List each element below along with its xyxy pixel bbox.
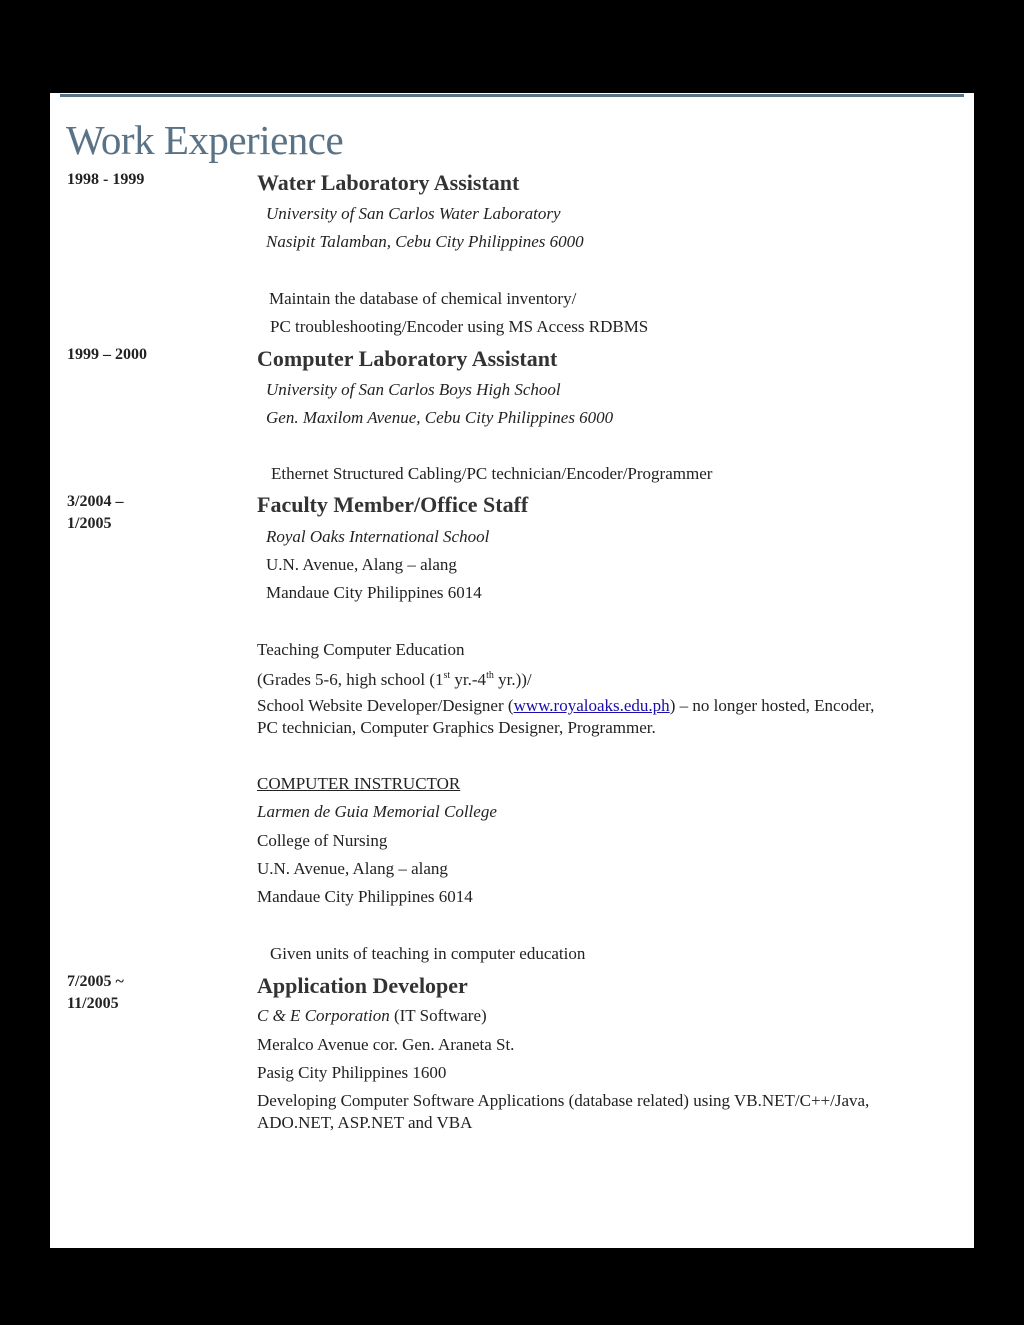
job-position: Water Laboratory Assistant: [257, 170, 520, 195]
text: yr.-4: [450, 669, 487, 689]
text: yr.))/: [493, 669, 532, 689]
job-address: U.N. Avenue, Alang – alang: [266, 555, 457, 574]
superscript: st: [443, 670, 451, 682]
job-org: Larmen de Guia Memorial College: [257, 802, 497, 821]
job-org: Royal Oaks International School: [266, 527, 490, 546]
job-org: University of San Carlos Water Laboratory: [266, 204, 561, 223]
section-title: Work Experience: [66, 117, 344, 163]
job-desc-web: [257, 696, 874, 716]
job-position: COMPUTER INSTRUCTOR: [257, 774, 461, 793]
job-position: Faculty Member/Office Staff: [257, 492, 529, 517]
job-address: Meralco Avenue cor. Gen. Araneta St.: [257, 1035, 515, 1054]
job-address: Mandaue City Philippines 6014: [266, 583, 482, 602]
job-desc-grades: [257, 666, 532, 690]
text: School Website Developer/Designer (: [257, 696, 514, 715]
job-address: Gen. Maxilom Avenue, Cebu City Philippines 6000: [266, 408, 614, 427]
job-desc: PC technician, Computer Graphics Designer, Programmer.: [257, 718, 656, 737]
job-position: Computer Laboratory Assistant: [257, 346, 558, 371]
job-desc: PC troubleshooting/Encoder using MS Access RDBMS: [270, 317, 649, 336]
job-dates: 1999 – 2000: [67, 346, 147, 363]
job-address: Nasipit Talamban, Cebu City Philippines 6000: [266, 232, 584, 251]
job-desc: Developing Computer Software Applications (database related) using VB.NET/C++/Java,: [257, 1091, 870, 1110]
job-desc: Given units of teaching in computer education: [270, 944, 586, 963]
job-desc: ADO.NET, ASP.NET and VBA: [257, 1113, 473, 1132]
job-dates: 1/2005: [67, 515, 112, 532]
job-dept: College of Nursing: [257, 831, 388, 850]
header-rule: [60, 94, 964, 97]
job-org-note: (IT Software): [389, 1006, 487, 1025]
website-link[interactable]: www.royaloaks.edu.ph: [513, 696, 670, 715]
job-dates: 11/2005: [67, 995, 119, 1012]
job-dates: 7/2005 ~: [67, 973, 124, 990]
superscript: th: [486, 670, 494, 682]
job-address: U.N. Avenue, Alang – alang: [257, 859, 448, 878]
text: (Grades 5-6, high school (1: [257, 669, 444, 689]
job-desc: Maintain the database of chemical inventory/: [269, 289, 577, 308]
job-org: C & E Corporation: [257, 1006, 390, 1025]
job-org: University of San Carlos Boys High School: [266, 380, 561, 399]
text: ) – no longer hosted, Encoder,: [669, 696, 875, 715]
job-org-line: [257, 1006, 487, 1026]
job-dates: 1998 - 1999: [67, 171, 145, 188]
job-desc: Ethernet Structured Cabling/PC technician/Encoder/Programmer: [271, 464, 713, 483]
job-address: Pasig City Philippines 1600: [257, 1063, 447, 1082]
job-position: Application Developer: [257, 973, 468, 998]
job-address: Mandaue City Philippines 6014: [257, 887, 473, 906]
resume-page: [50, 93, 974, 1248]
job-dates: 3/2004 –: [67, 493, 124, 510]
job-desc: Teaching Computer Education: [257, 640, 465, 659]
